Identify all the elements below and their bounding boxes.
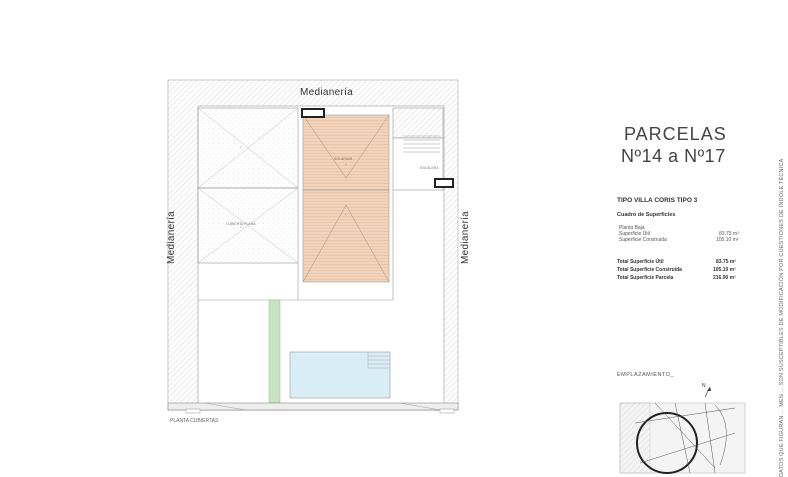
stair-hatch [393, 108, 443, 138]
total-row-label: Total Superficie Parcela [617, 275, 674, 281]
area-row-label: Superficie Útil [619, 231, 650, 237]
svg-text:+: + [345, 162, 347, 166]
svg-text:+: + [240, 145, 242, 149]
roof-drain-right [435, 179, 453, 187]
total-row-value: 83.75 m² [716, 259, 737, 265]
total-row-value: 105.10 m² [713, 267, 736, 273]
area-row-label: Superficie Construida [619, 237, 667, 243]
flat-roof-label: CUBIERTA PLANA [226, 222, 256, 226]
villa-type: TIPO VILLA CORIS TIPO 3 [617, 197, 698, 204]
stair-label: ESCALERA [420, 166, 439, 170]
floor-label: Planta Baja [619, 225, 645, 231]
parcel-numbers: Nº14 a Nº17 [621, 146, 726, 166]
solarium-label: SOLARIUM [334, 157, 353, 161]
svg-text:+: + [240, 225, 242, 229]
total-row-value: 216.90 m² [713, 275, 736, 281]
party-wall-left-label: Medianería [166, 210, 177, 264]
party-wall-right-label: Medianería [460, 210, 471, 264]
svg-text:+: + [345, 212, 347, 216]
area-row-value: 83.75 m² [719, 231, 739, 237]
location-map [615, 383, 750, 477]
swimming-pool [290, 352, 390, 398]
total-row-label: Total Superficie Útil [617, 259, 664, 265]
plan-caption: PLANTA CUBIERTAS [170, 418, 219, 424]
total-row-label: Total Superficie Construida [617, 267, 682, 273]
area-row-value: 105.10 m² [716, 237, 739, 243]
location-label: EMPLAZAMIENTO_ [617, 372, 675, 378]
garden-strip [269, 300, 280, 403]
roof-drain-top [302, 109, 324, 117]
legal-note: DATOS QUE FIGURAN ... MEN ... SON SUSCEPTIBLES DE MODIFICACIÓN POR CUESTIONES DE ÍNDOLE TÉCNICA [779, 158, 785, 477]
north-label: N [702, 383, 706, 389]
party-wall-top-label: Medianería [300, 87, 354, 98]
areas-heading: Cuadro de Superficies [617, 212, 676, 218]
project-title: PARCELAS [624, 124, 727, 144]
